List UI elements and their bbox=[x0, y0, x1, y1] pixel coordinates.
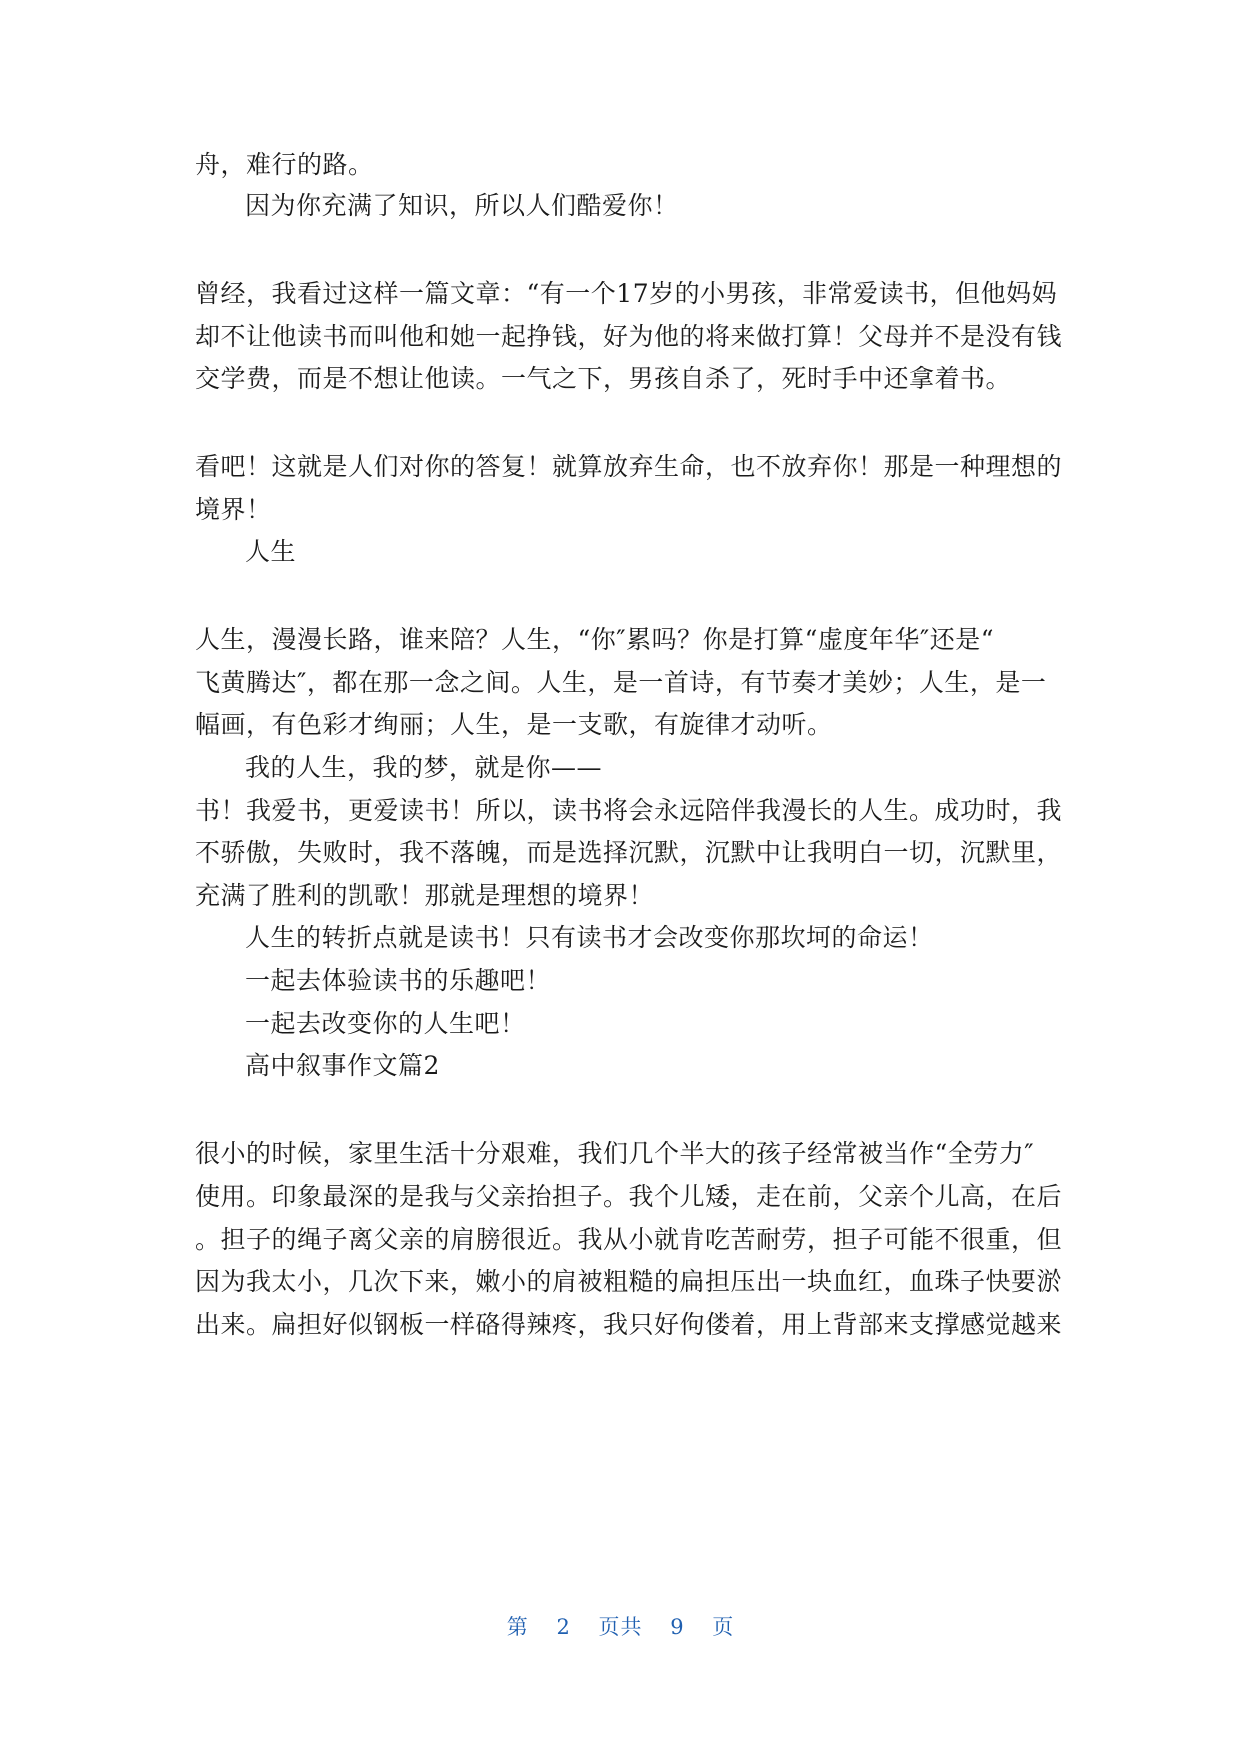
text-line: 充满了胜利的凯歌！那就是理想的境界！ bbox=[195, 881, 655, 910]
text-line: 使用。印象最深的是我与父亲抬担子。我个儿矮，走在前，父亲个儿高，在后 bbox=[195, 1182, 1063, 1211]
text-line: 看吧！这就是人们对你的答复！就算放弃生命，也不放弃你！那是一种理想的 bbox=[195, 452, 1063, 481]
text-line: 一起去体验读书的乐趣吧！ bbox=[245, 966, 552, 995]
text-line: 曾经，我看过这样一篇文章：“有一个17岁的小男孩，非常爱读书，但他妈妈 bbox=[195, 279, 1058, 308]
section-heading: 高中叙事作文篇2 bbox=[245, 1051, 440, 1080]
text-line: 却不让他读书而叫他和她一起挣钱，好为他的将来做打算！父母并不是没有钱 bbox=[195, 322, 1063, 351]
text-line: 境界！ bbox=[195, 495, 272, 524]
text-line: 一起去改变你的人生吧！ bbox=[245, 1009, 526, 1038]
text-line: 交学费，而是不想让他读。一气之下，男孩自杀了，死时手中还拿着书。 bbox=[195, 364, 1012, 393]
footer-suffix: 页 bbox=[712, 1615, 735, 1639]
total-page-count: 9 bbox=[670, 1615, 685, 1639]
text-line: 因为你充满了知识，所以人们酷爱你！ bbox=[245, 191, 679, 220]
footer-middle: 页共 bbox=[598, 1615, 643, 1639]
text-line: 。担子的绳子离父亲的肩膀很近。我从小就肯吃苦耐劳，担子可能不很重，但 bbox=[195, 1225, 1063, 1254]
text-line: 幅画，有色彩才绚丽；人生，是一支歌，有旋律才动听。 bbox=[195, 710, 833, 739]
footer-prefix: 第 bbox=[506, 1615, 529, 1639]
current-page-number: 2 bbox=[556, 1615, 571, 1639]
text-line: 人生，漫漫长路，谁来陪？人生，“你″累吗？你是打算“虚度年华″还是“ bbox=[195, 625, 995, 654]
text-line: 舟，难行的路。 bbox=[195, 150, 374, 179]
text-line: 因为我太小，几次下来，嫩小的肩被粗糙的扁担压出一块血红，血珠子快要淤 bbox=[195, 1267, 1063, 1296]
text-line: 人生的转折点就是读书！只有读书才会改变你那坎坷的命运！ bbox=[245, 923, 934, 952]
text-line: 飞黄腾达″，都在那一念之间。人生，是一首诗，有节奏才美妙；人生，是一 bbox=[195, 668, 1047, 697]
text-line: 书！我爱书，更爱读书！所以，读书将会永远陪伴我漫长的人生。成功时，我 bbox=[195, 796, 1063, 825]
section-heading: 人生 bbox=[245, 537, 297, 566]
text-line: 我的人生，我的梦，就是你—— bbox=[245, 753, 603, 782]
page-footer bbox=[0, 1613, 1241, 1641]
text-line: 出来。扁担好似钢板一样硌得辣疼，我只好佝偻着，用上背部来支撑感觉越来 bbox=[195, 1310, 1063, 1339]
text-line: 很小的时候，家里生活十分艰难，我们几个半大的孩子经常被当作“全劳力″ bbox=[195, 1139, 1035, 1168]
text-line: 不骄傲，失败时，我不落魄，而是选择沉默，沉默中让我明白一切，沉默里， bbox=[195, 838, 1063, 867]
